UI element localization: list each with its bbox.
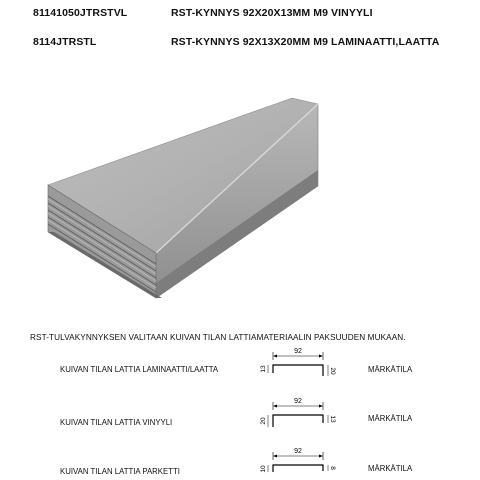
floor-label-parquet: KUIVAN TILAN LATTIA PARKETTI (60, 467, 180, 476)
left-height-3: 10 (260, 465, 267, 473)
product-code-2: 8114JTRSTL (33, 36, 97, 48)
left-height-1: 13 (260, 365, 267, 373)
profile-diagram-1 (254, 346, 340, 386)
left-height-2: 20 (260, 417, 267, 425)
profile-diagram-2 (254, 396, 340, 438)
width-dimension-1: 92 (294, 348, 302, 355)
wet-area-label-3: MÄRKÄTILA (368, 464, 413, 473)
right-height-3: 8 (329, 466, 336, 470)
product-description-2: RST-KYNNYS 92X13X20MM M9 LAMINAATTI,LAATTA (171, 36, 440, 48)
wet-area-label-1: MÄRKÄTILA (368, 365, 413, 374)
product-code-1: 81141050JTRSTVL (33, 7, 128, 19)
profile-diagram-3 (254, 446, 340, 480)
floor-label-vinyl: KUIVAN TILAN LATTIA VINYYLI (60, 418, 173, 427)
floor-label-laminate: KUIVAN TILAN LATTIA LAMINAATTI/LAATTA (60, 365, 219, 374)
product-description-1: RST-KYNNYS 92X20X13MM M9 VINYYLI (171, 7, 373, 19)
right-height-1: 20 (329, 367, 336, 375)
width-dimension-3: 92 (294, 448, 302, 455)
width-dimension-2: 92 (294, 398, 302, 405)
right-height-2: 13 (329, 415, 336, 423)
intro-text: RST-TULVAKYNNYKSEN VALITAAN KUIVAN TILAN LATTIAMATERIAALIN PAKSUUDEN MUKAAN. (30, 333, 406, 342)
wet-area-label-2: MÄRKÄTILA (368, 414, 413, 423)
